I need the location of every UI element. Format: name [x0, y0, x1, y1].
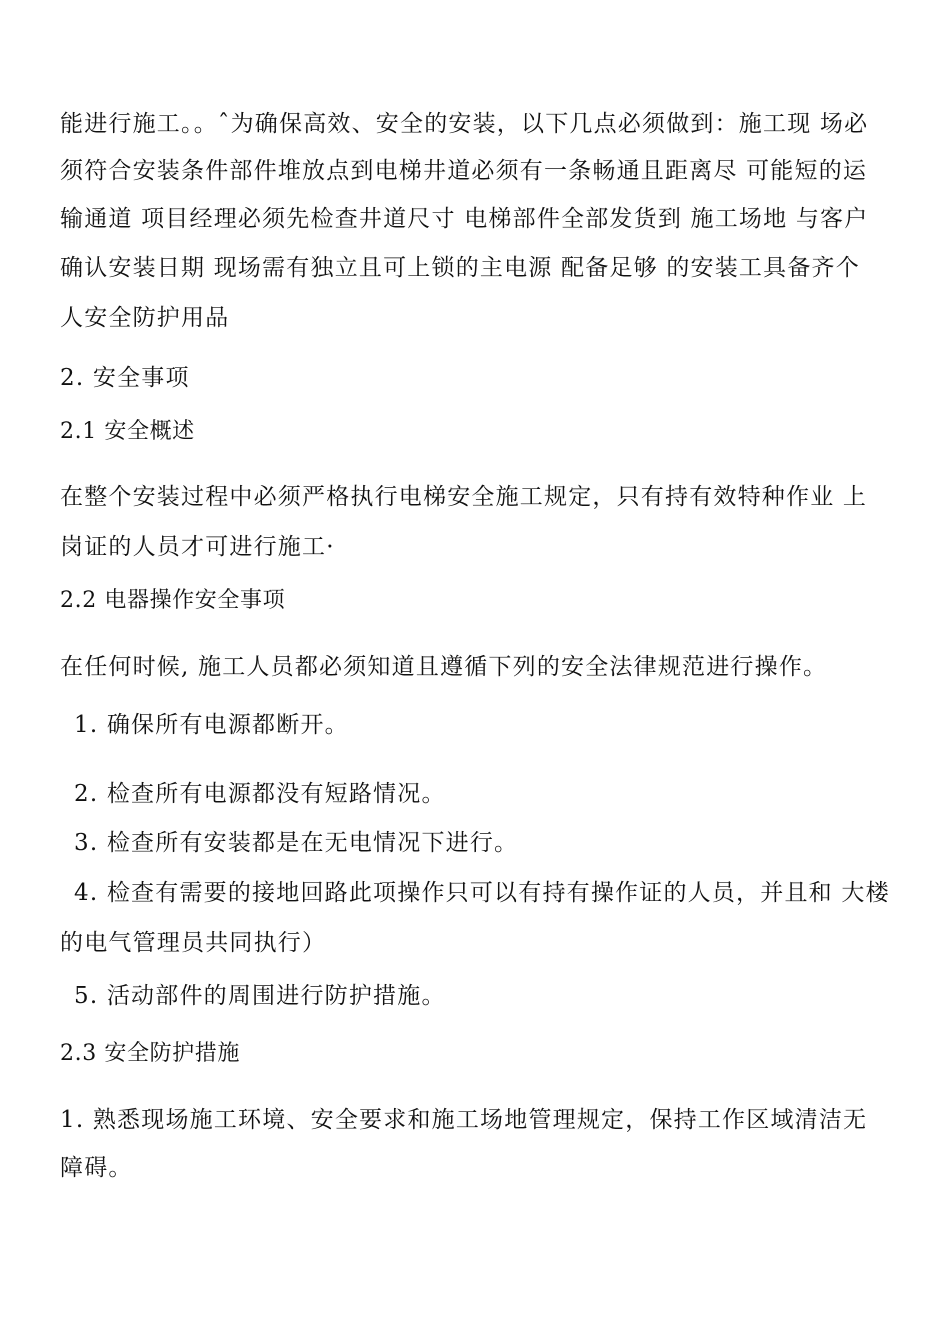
intro-line-4: 确认安装日期 现场需有独立且可上锁的主电源 配备足够 的安装工具备齐个 [60, 255, 860, 281]
section-2-title: 2. 安全事项 [60, 365, 190, 391]
intro-line-2: 须符合安装条件部件堆放点到电梯井道必须有一条畅通且距离尽 可能短的运 [60, 158, 868, 184]
section-2-1-line-2: 岗证的人员才可进行施工· [60, 534, 335, 560]
intro-line-3: 输通道 项目经理必须先检查井道尺寸 电梯部件全部发货到 施工场地 与客户 [60, 206, 869, 232]
intro-line-1: 能进行施工。。ˆ为确保高效、安全的安装，以下几点必须做到：施工现 场必 [60, 111, 869, 137]
section-2-3-heading: 2.3 安全防护措施 [60, 1041, 240, 1066]
intro-line-5: 人安全防护用品 [60, 305, 230, 331]
section-2-2-item-1: 1. 确保所有电源都断开。 [74, 712, 349, 738]
section-2-3-line-2: 障碍。 [60, 1155, 133, 1181]
section-2-2-intro: 在任何时候, 施工人员都必须知道且遵循下列的安全法律规范进行操作。 [60, 654, 828, 680]
section-2-2-item-5: 5. 活动部件的周围进行防护措施。 [74, 983, 446, 1009]
section-2-2-heading: 2.2 电器操作安全事项 [60, 588, 286, 613]
section-2-1-heading: 2.1 安全概述 [60, 419, 195, 444]
section-2-2-item-3: 3. 检查所有安装都是在无电情况下进行。 [74, 830, 519, 856]
section-2-2-item-2: 2. 检查所有电源都没有短路情况。 [74, 781, 446, 807]
section-2-2-item-4: 4. 检查有需要的接地回路此项操作只可以有持有操作证的人员，并且和 大楼 [74, 880, 890, 906]
section-2-2-item-4-cont: 的电气管理员共同执行） [60, 930, 327, 956]
section-2-3-line-1: 1. 熟悉现场施工环境、安全要求和施工场地管理规定，保持工作区域清洁无 [60, 1107, 868, 1133]
section-2-1-line-1: 在整个安装过程中必须严格执行电梯安全施工规定，只有持有效特种作业 上 [60, 484, 868, 510]
